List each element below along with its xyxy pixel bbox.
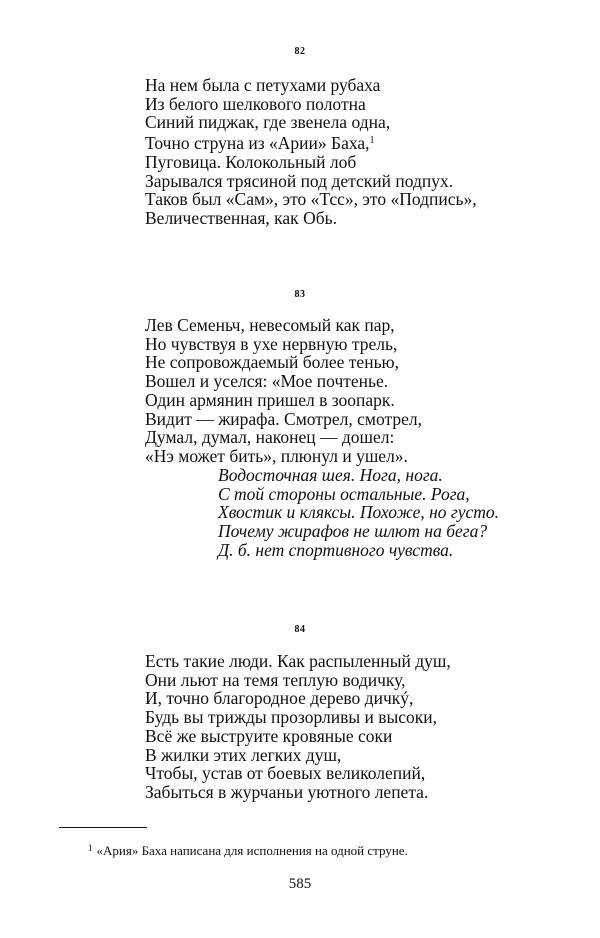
poem-line: Будь вы трижды прозорливы и высоки,: [145, 707, 437, 728]
poem-line: Зарывался трясиной под детский подпух.: [145, 170, 454, 191]
poem-line: Из белого шелкового полотна: [145, 93, 366, 114]
stanza-84: [145, 652, 451, 802]
poem-line: Точно струна из «Арии» Баха,: [145, 133, 370, 154]
poem-line: Вошел и уселся: «Мое почтенье.: [145, 371, 389, 392]
italic-poem-line: Почему жирафов не шлют на бега?: [218, 521, 488, 542]
section-number-82: 82: [294, 46, 306, 57]
footnote-ref: 1: [369, 135, 375, 147]
stanza-82: [145, 76, 477, 228]
footnote: [88, 843, 408, 859]
poem-line: Забыться в журчаньи уютного лепета.: [145, 781, 429, 802]
italic-poem-line: Водосточная шея. Нога, нога.: [218, 465, 443, 485]
page-number: 585: [288, 876, 312, 892]
poem-line: «Нэ может бить», плюнул и ушел».: [145, 445, 408, 466]
poem-line: На нем была с петухами рубаха: [145, 75, 381, 95]
section-number-84: 84: [294, 624, 306, 635]
italic-poem-line: Д. б. нет спортивного чувства.: [218, 539, 454, 560]
poem-line: Таков был «Сам», это «Тсс», это «Подпись»,: [145, 189, 477, 210]
poem-line: Один армянин пришел в зоопарк.: [145, 389, 395, 410]
poem-line: Всё же выструите кровяные соки: [145, 725, 393, 746]
poem-line: Но чувствуя в ухе нервную трель,: [145, 333, 398, 354]
italic-poem-line: С той стороны остальные. Рога,: [218, 483, 470, 504]
poem-line: В жилки этих легких душ,: [145, 744, 342, 765]
italic-poem-line: Хвостик и кляксы. Похоже, но густо.: [218, 502, 500, 523]
section-number-83: 83: [294, 289, 306, 300]
poem-line: Видит — жирафа. Смотрел, смотрел,: [145, 408, 423, 429]
stanza-83: [145, 316, 422, 466]
footnote-marker: 1: [88, 843, 93, 853]
poem-line: Синий пиджак, где звенела одна,: [145, 112, 391, 133]
poem-line: Лев Семеньч, невесомый как пар,: [145, 315, 395, 335]
poem-line: Думал, думал, наконец — дошел:: [145, 427, 395, 448]
stanza-83-italic: [218, 466, 499, 560]
footnote-divider: [59, 827, 147, 828]
poem-line: Величественная, как Обь.: [145, 207, 337, 228]
poem-line: Они льют на темя теплую водичку,: [145, 669, 406, 690]
footnote-text: «Ария» Баха написана для исполнения на одной струне.: [96, 843, 408, 858]
poem-line: И, точно благородное дерево дичкý,: [145, 688, 414, 709]
poem-line: Есть такие люди. Как распыленный душ,: [145, 651, 451, 671]
poem-line: Чтобы, устав от боевых великолепий,: [145, 763, 426, 784]
poem-line-with-ref: [145, 132, 477, 153]
poem-line: Не сопровождаемый более тенью,: [145, 352, 399, 373]
poem-line: Пуговица. Колокольный лоб: [145, 151, 357, 172]
